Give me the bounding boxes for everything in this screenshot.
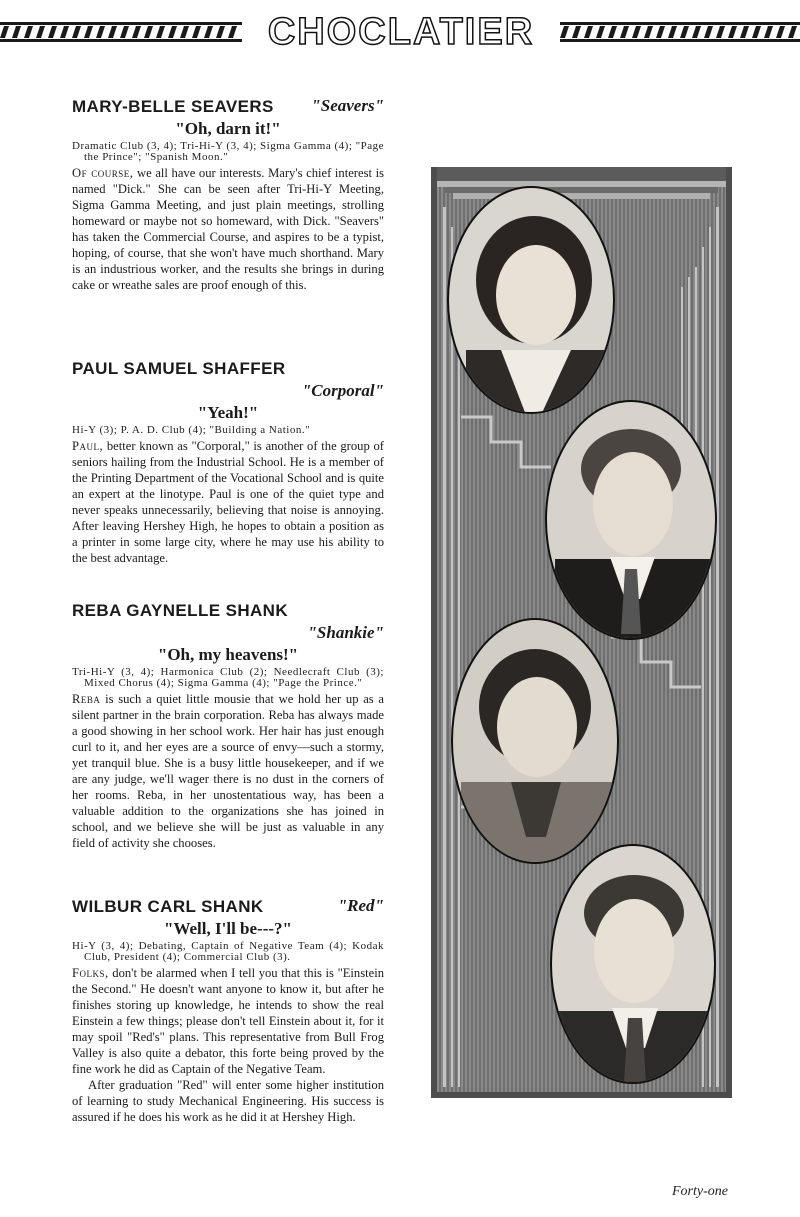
entry-paul-samuel-shaffer xyxy=(72,358,384,566)
student-biography-continued: After graduation "Red" will enter some higher institution of learning to study Mechanical Engineering. His success is assured if he does his work as he did it at Hershey High. xyxy=(72,1078,384,1124)
entry-reba-gaynelle-shank xyxy=(72,600,384,851)
entry-mary-belle-seavers xyxy=(72,96,384,293)
student-name: WILBUR CARL SHANK xyxy=(72,897,264,916)
portrait-photo-wilbur-carl-shank xyxy=(550,843,716,1085)
portrait-photo-mary-belle-seavers xyxy=(446,185,616,415)
portrait-photo-reba-gaynelle-shank xyxy=(451,617,619,865)
student-activities: Hi-Y (3); P. A. D. Club (4); "Building a Nation." xyxy=(72,424,311,436)
banner-stripes-right xyxy=(560,22,800,42)
entry-wilbur-carl-shank xyxy=(72,896,384,1125)
student-nickname: "Red" xyxy=(337,896,384,915)
student-activities: Dramatic Club (3, 4); Tri-Hi-Y (3, 4); Sigma Gamma (4); "Page the Prince"; "Spanish Moon." xyxy=(72,140,384,163)
student-quote: "Yeah!" xyxy=(197,403,259,422)
page-number: Forty-one xyxy=(672,1184,728,1199)
student-activities: Hi-Y (3, 4); Debating, Captain of Negative Team (4); Kodak Club, President (4); Commercial Club (3). xyxy=(72,940,384,963)
student-quote: "Oh, my heavens!" xyxy=(157,645,299,664)
student-quote: "Oh, darn it!" xyxy=(175,119,281,138)
banner-stripes-left xyxy=(0,22,242,42)
student-biography: Paul, better known as "Corporal," is another of the group of seniors hailing from the Industrial School. He is a member of the Printing Department of the Vocational School and is quite an expert at the linotype. Paul is one of the quiet type and never speaks unnecessarily, believing that noise is annoying. After leaving Hershey High, he hopes to obtain a position as a printer in some large city, where he may use his ability to the best advantage. xyxy=(72,439,384,565)
yearbook-title: CHOCLATIER xyxy=(267,11,535,53)
portrait-panel xyxy=(431,167,732,1098)
portrait-photo-paul-samuel-shaffer xyxy=(545,399,717,641)
student-biography: Reba is such a quiet little mousie that we hold her up as a silent partner in the brain corporation. Reba has always made a good showing in her school work. Her hair has just enough curl to it, and her eyes are a source of envy—such a stormy, yet tranquil blue. She is a busy little housekeeper, and if we are any judge, we'll wager there is no dust in the corners of her rooms. Reba, in her unostentatious way, has been a valuable addition to the organizations she has joined in school, and we believe she will be just as valuable in any field of activity she chooses. xyxy=(72,692,384,850)
yearbook-banner xyxy=(0,11,800,53)
student-name: MARY-BELLE SEAVERS xyxy=(72,97,274,116)
student-nickname: "Shankie" xyxy=(307,623,384,642)
student-activities: Tri-Hi-Y (3, 4); Harmonica Club (2); Needlecraft Club (3); Mixed Chorus (4); Sigma Gamma (4); "Page the Prince." xyxy=(72,666,384,689)
student-biography: Of course, we all have our interests. Mary's chief interest is named "Dick." She can be seen after Tri-Hi-Y Meeting, Sigma Gamma Meeting, and just plain meetings, strolling homeward or maybe not so homeward, with Dick. "Seavers" has taken the Commercial Course, and aspires to be a typist, hoping, of course, that she won't have much shorthand. Mary is an industrious worker, and the results she brings in during cake or wreathe sales are proof enough of this. xyxy=(72,166,385,292)
student-name: PAUL SAMUEL SHAFFER xyxy=(72,359,286,378)
student-quote: "Well, I'll be---?" xyxy=(164,919,292,938)
student-biography: Folks, don't be alarmed when I tell you that this is "Einstein the Second." He doesn't want anyone to know it, but after he finishes storing up knowledge, he intends to show the real Einstein a few things; please don't tell Einstein about it, for it may spoil "Red's" plans. This representative from Bull Frog Valley is also quite a debator, this forte being proved by the fine work he did as Captain of the Negative Team. xyxy=(72,966,384,1076)
student-nickname: "Corporal" xyxy=(301,381,384,400)
student-name: REBA GAYNELLE SHANK xyxy=(72,601,289,620)
student-nickname: "Seavers" xyxy=(311,96,384,115)
